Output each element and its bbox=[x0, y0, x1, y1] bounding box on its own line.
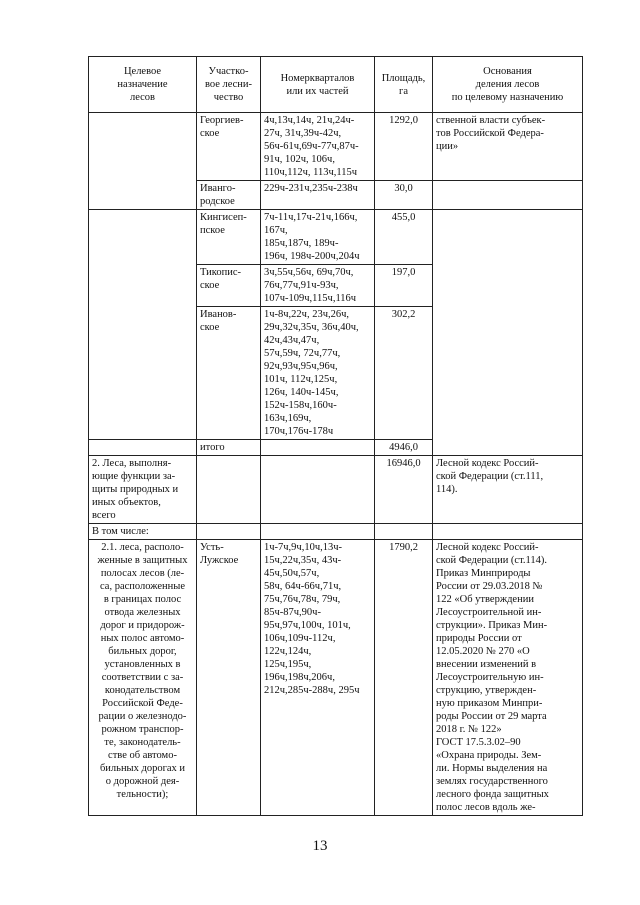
total-label: итого bbox=[197, 440, 261, 456]
header-quarters: Номеркварталов или их частей bbox=[261, 57, 375, 113]
quarters-cell: 3ч,55ч,56ч, 69ч,70ч, 76ч,77ч,91ч-93ч, 107ч-109ч,115ч,116ч bbox=[261, 265, 375, 307]
purpose-cell-empty bbox=[89, 113, 197, 210]
forestry-cell: Иванов- ское bbox=[197, 307, 261, 440]
section-basis: Лесной кодекс Россий- ской Федерации (ст.111, 114). bbox=[433, 456, 583, 524]
table-row bbox=[89, 113, 583, 181]
header-basis: Основания деления лесов по целевому назначению bbox=[433, 57, 583, 113]
section-row bbox=[89, 456, 583, 524]
forestry-cell-empty bbox=[197, 524, 261, 540]
quarters-cell: 1ч-7ч,9ч,10ч,13ч- 15ч,22ч,35ч, 43ч- 45ч,50ч,57ч, 58ч, 64ч-66ч,71ч, 75ч,76ч,78ч, 79ч, 85ч-87ч,90ч- 95ч,97ч,100ч, 101ч, 106ч,109ч-112ч, 122ч,124ч, 125ч,195ч, 196ч,198ч,206ч, 212ч,285ч-288ч, 295ч bbox=[261, 540, 375, 816]
quarters-cell: 4ч,13ч,14ч, 21ч,24ч- 27ч, 31ч,39ч-42ч, 56ч-61ч,69ч-77ч,87ч- 91ч, 102ч, 106ч, 110ч,112ч, 113ч,115ч bbox=[261, 113, 375, 181]
area-cell: 455,0 bbox=[375, 210, 433, 265]
header-area: Площадь, га bbox=[375, 57, 433, 113]
header-purpose: Целевое назначение лесов bbox=[89, 57, 197, 113]
forestry-cell-empty bbox=[197, 456, 261, 524]
basis-cell-empty bbox=[433, 210, 583, 456]
area-cell: 197,0 bbox=[375, 265, 433, 307]
quarters-cell: 229ч-231ч,235ч-238ч bbox=[261, 181, 375, 210]
purpose-cell-empty bbox=[89, 440, 197, 456]
quarters-cell-empty bbox=[261, 524, 375, 540]
table-row bbox=[89, 210, 583, 265]
area-cell: 1292,0 bbox=[375, 113, 433, 181]
quarters-cell: 7ч-11ч,17ч-21ч,166ч, 167ч, 185ч,187ч, 189ч- 196ч, 198ч-200ч,204ч bbox=[261, 210, 375, 265]
area-cell: 30,0 bbox=[375, 181, 433, 210]
basis-cell: ственной власти субъек- тов Российской Федера- ции» bbox=[433, 113, 583, 181]
area-cell: 302,2 bbox=[375, 307, 433, 440]
table-row bbox=[89, 540, 583, 816]
quarters-cell-empty bbox=[261, 456, 375, 524]
page-number: 13 bbox=[312, 838, 328, 854]
forestry-cell: Тикопис- ское bbox=[197, 265, 261, 307]
including-label: В том числе: bbox=[89, 524, 197, 540]
area-cell: 1790,2 bbox=[375, 540, 433, 816]
forestry-cell: Иванго- родское bbox=[197, 181, 261, 210]
area-cell-empty bbox=[375, 524, 433, 540]
section-area: 16946,0 bbox=[375, 456, 433, 524]
basis-cell: Лесной кодекс Россий- ской Федерации (ст.114). Приказ Минприроды России от 29.03.2018 № 122 «Об утверждении Лесоустроительной ин- струкции». Приказ Мин- природы России от 12.05.2020 № 270 «О внесении изменений в Лесоустроительную ин- струкцию, утвержден- ную приказом Минпри- роды России от 29 марта 2018 г. № 122» ГОСТ 17.5.3.02–90 «Охрана природы. Зем- ли. Нормы выделения на землях государственного лесного фонда защитных полос лесов вдоль же- bbox=[433, 540, 583, 816]
basis-cell-empty bbox=[433, 181, 583, 210]
forest-purpose-table bbox=[88, 56, 583, 816]
basis-cell-empty bbox=[433, 524, 583, 540]
total-area: 4946,0 bbox=[375, 440, 433, 456]
purpose-cell-empty bbox=[89, 210, 197, 440]
forestry-cell: Георгиев- ское bbox=[197, 113, 261, 181]
subsection-purpose: 2.1. леса, располо- женные в защитных полосах лесов (ле- са, расположенные в границах полос отвода железных дорог и придорож- ных полос автомо- бильных дорог, установленных в соответствии с за- конодательством Российской Феде- рации о железнодо- рожном транспор- те, законодатель- стве об автомо- бильных дорогах и о дорожной дея- тельности); bbox=[89, 540, 197, 816]
table-header-row bbox=[89, 57, 583, 113]
forestry-cell: Кингисеп- пское bbox=[197, 210, 261, 265]
forestry-cell: Усть- Лужское bbox=[197, 540, 261, 816]
including-row bbox=[89, 524, 583, 540]
quarters-cell-empty bbox=[261, 440, 375, 456]
section-purpose: 2. Леса, выполня- ющие функции за- щиты природных и иных объектов, всего bbox=[89, 456, 197, 524]
quarters-cell: 1ч-8ч,22ч, 23ч,26ч, 29ч,32ч,35ч, 36ч,40ч, 42ч,43ч,47ч, 57ч,59ч, 72ч,77ч, 92ч,93ч,95ч,96ч, 101ч, 112ч,125ч, 126ч, 140ч-145ч, 152ч-158ч,160ч- 163ч,169ч, 170ч,176ч-178ч bbox=[261, 307, 375, 440]
header-forestry: Участко- вое лесни- чество bbox=[197, 57, 261, 113]
